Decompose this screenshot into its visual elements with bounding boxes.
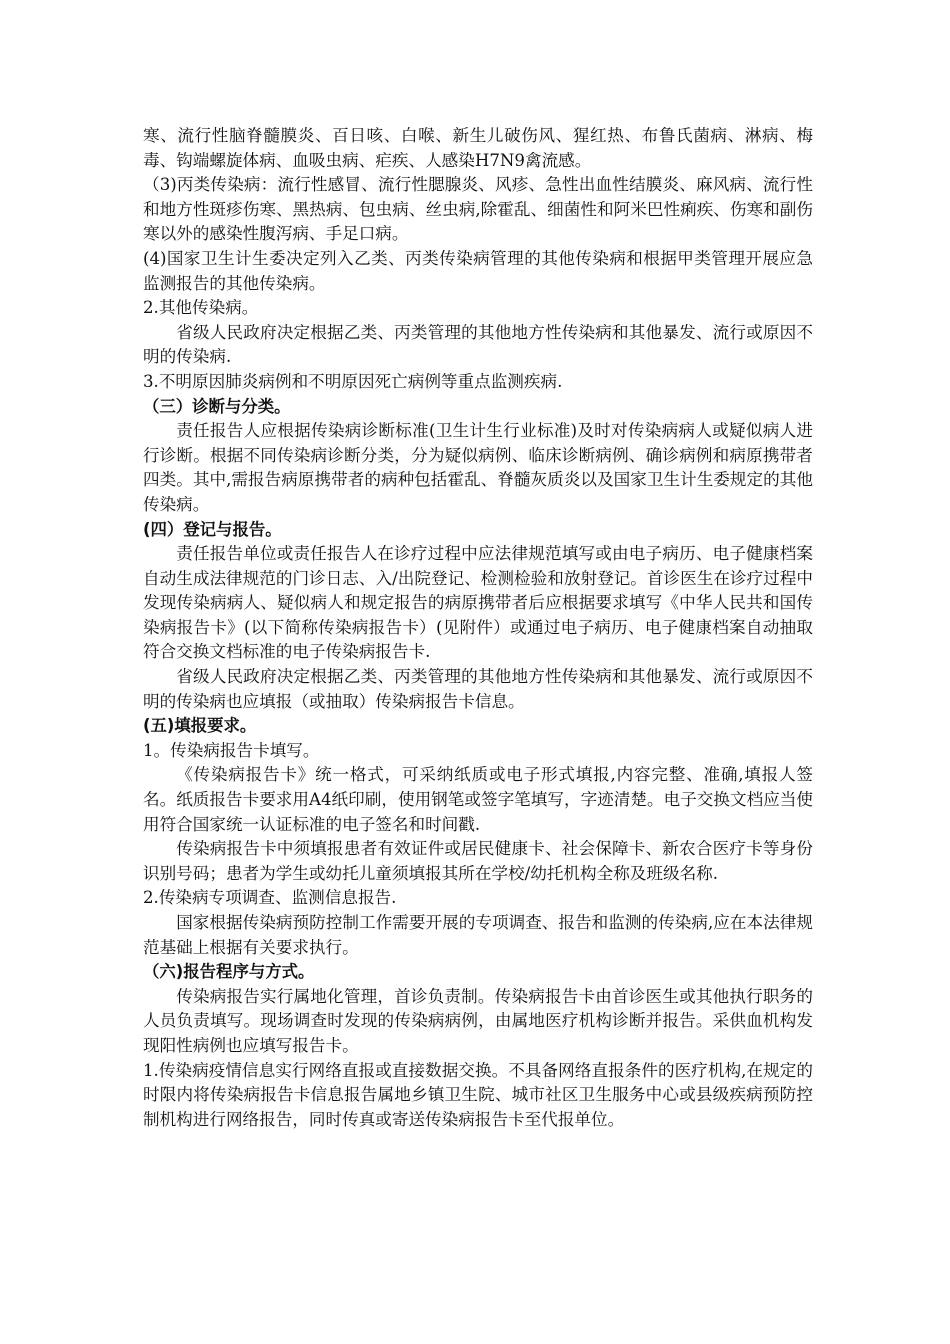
paragraph-14: 传染病报告卡中须填报患者有效证件或居民健康卡、社会保障卡、新农合医疗卡等身份识别号码；患者为学生或幼托儿童须填报其所在学校/幼托机构全称及班级名称. bbox=[143, 839, 813, 883]
section-heading-procedure: （六)报告程序与方式。 bbox=[143, 962, 315, 982]
paragraph-13: 《传染病报告卡》统一格式，可采纳纸质或电子形式填报,内容完整、准确,填报人签名。纸质报告卡要求用A4纸印刷，使用钢笔或签字笔填写，字迹清楚。电子交换文档应当使用符合国家统一认证标准的电子签名和时间戳. bbox=[143, 765, 813, 834]
paragraph-7: 责任报告人应根据传染病诊断标准(卫生计生行业标准)及时对传染病病人或疑似病人进行诊断。根据不同传染病诊断分类，分为疑似病例、临床诊断病例、确诊病例和病原携带者四类。其中,需报告病原携带者的病种包括霍乱、脊髓灰质炎以及国家卫生计生委规定的其他传染病。 bbox=[143, 421, 813, 514]
paragraph-1: （3)丙类传染病：流行性感冒、流行性腮腺炎、风疹、急性出血性结膜炎、麻风病、流行性和地方性斑疹伤寒、黑热病、包虫病、丝虫病,除霍乱、细菌性和阿米巴性痢疾、伤寒和副伤寒以外的感染性腹泻病、手足口病。 bbox=[143, 175, 813, 244]
paragraph-2: (4)国家卫生计生委决定列入乙类、丙类传染病管理的其他传染病和根据甲类管理开展应急监测报告的其他传染病。 bbox=[143, 248, 813, 293]
paragraph-16: 国家根据传染病预防控制工作需要开展的专项调查、报告和监测的传染病,应在本法律规范基础上根据有关要求执行。 bbox=[143, 913, 813, 957]
paragraph-9: 责任报告单位或责任报告人在诊疗过程中应法律规范填写或由电子病历、电子健康档案自动生成法律规范的门诊日志、入/出院登记、检测检验和放射登记。首诊医生在诊疗过程中发现传染病病人、疑似病人和规定报告的病原携带者后应根据要求填写《中华人民共和国传染病报告卡》(以下简称传染病报告卡）(见附件）或通过电子病历、电子健康档案自动抽取符合交换文档标准的电子传染病报告卡. bbox=[143, 544, 813, 662]
paragraph-3: 2.其他传染病。 bbox=[143, 298, 259, 318]
paragraph-5: 3.不明原因肺炎病例和不明原因死亡病例等重点监测疾病. bbox=[143, 371, 563, 391]
paragraph-15: 2.传染病专项调查、监测信息报告. bbox=[143, 888, 397, 908]
section-heading-filling: (五)填报要求。 bbox=[143, 716, 257, 736]
document-page bbox=[143, 124, 813, 1132]
paragraph-12: 1。传染病报告卡填写。 bbox=[143, 740, 320, 760]
paragraph-0: 寒、流行性脑脊髓膜炎、百日咳、白喉、新生儿破伤风、猩红热、布鲁氏菌病、淋病、梅毒、钩端螺旋体病、血吸虫病、疟疾、人感染H7N9禽流感。 bbox=[143, 126, 813, 170]
paragraph-4: 省级人民政府决定根据乙类、丙类管理的其他地方性传染病和其他暴发、流行或原因不明的传染病. bbox=[143, 322, 813, 367]
paragraph-19: 1.传染病疫情信息实行网络直报或直接数据交换。不具备网络直报条件的医疗机构,在规定的时限内将传染病报告卡信息报告属地乡镇卫生院、城市社区卫生服务中心或县级疾病预防控制机构进行网络报告，同时传真或寄送传染病报告卡至代报单位。 bbox=[143, 1060, 813, 1129]
paragraph-10: 省级人民政府决定根据乙类、丙类管理的其他地方性传染病和其他暴发、流行或原因不明的传染病也应填报（或抽取）传染病报告卡信息。 bbox=[143, 667, 813, 711]
section-heading-registration: (四）登记与报告。 bbox=[143, 519, 282, 539]
paragraph-18: 传染病报告实行属地化管理，首诊负责制。传染病报告卡由首诊医生或其他执行职务的人员负责填写。现场调查时发现的传染病病例，由属地医疗机构诊断并报告。采供血机构发现阳性病例也应填写报告卡。 bbox=[143, 986, 813, 1055]
section-heading-diagnosis: （三）诊断与分类。 bbox=[143, 396, 291, 416]
